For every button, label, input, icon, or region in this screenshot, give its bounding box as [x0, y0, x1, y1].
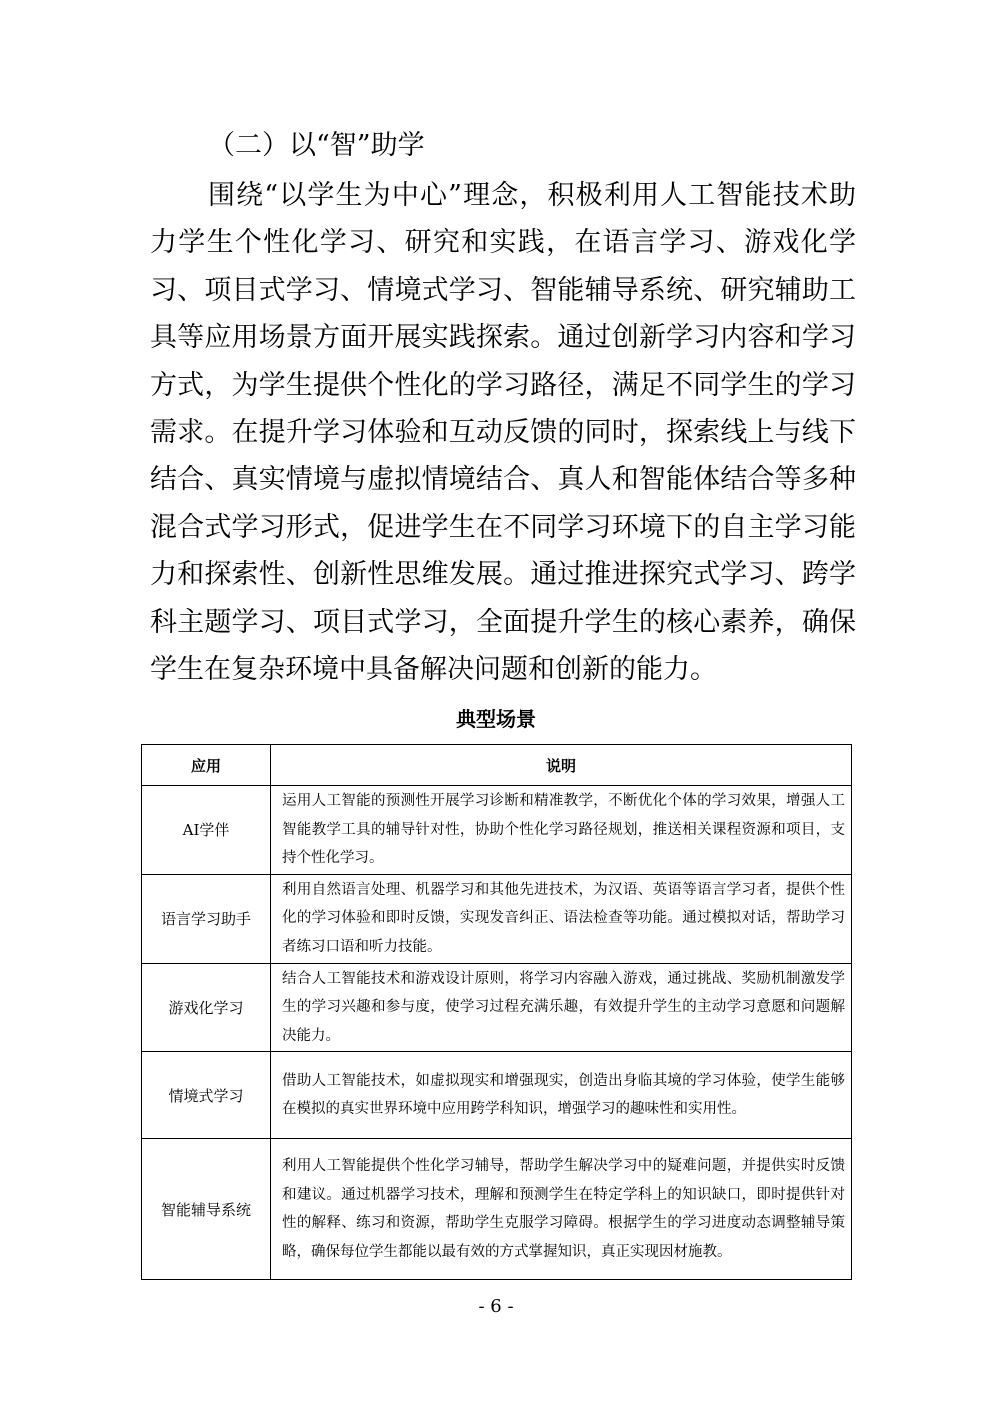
- table-header-row: [142, 745, 852, 786]
- section-heading: （二）以“智”助学: [208, 130, 425, 161]
- header-description: 说明: [271, 745, 852, 786]
- row-application: AI学伴: [142, 786, 271, 875]
- table-row: [142, 874, 852, 963]
- row-application: 智能辅导系统: [142, 1139, 271, 1280]
- header-application: 应用: [142, 745, 271, 786]
- row-description: 利用人工智能提供个性化学习辅导，帮助学生解决学习中的疑难问题，并提供实时反馈和建议。通过机器学习技术，理解和预测学生在特定学科上的知识缺口，即时提供针对性的解释、练习和资源，帮助学生克服学习障碍。根据学生的学习进度动态调整辅导策略，确保每位学生都能以最有效的方式掌握知识，真正实现因材施教。: [271, 1139, 852, 1280]
- row-description: 运用人工智能的预测性开展学习诊断和精准教学，不断优化个体的学习效果，增强人工智能教学工具的辅导针对性，协助个性化学习路径规划，推送相关课程资源和项目，支持个性化学习。: [271, 786, 852, 875]
- page-number: - 6 -: [478, 1296, 514, 1317]
- row-description: 结合人工智能技术和游戏设计原则，将学习内容融入游戏，通过挑战、奖励机制激发学生的学习兴趣和参与度，使学习过程充满乐趣，有效提升学生的主动学习意愿和问题解决能力。: [271, 963, 852, 1052]
- row-description: 借助人工智能技术，如虚拟现实和增强现实，创造出身临其境的学习体验，使学生能够在模拟的真实世界环境中应用跨学科知识，增强学习的趣味性和实用性。: [271, 1052, 852, 1139]
- table-row: [142, 786, 852, 875]
- row-application: 游戏化学习: [142, 963, 271, 1052]
- row-application: 情境式学习: [142, 1052, 271, 1139]
- table-row: [142, 963, 852, 1052]
- row-description: 利用自然语言处理、机器学习和其他先进技术，为汉语、英语等语言学习者，提供个性化的学习体验和即时反馈，实现发音纠正、语法检查等功能。通过模拟对话，帮助学习者练习口语和听力技能。: [271, 874, 852, 963]
- table-row: [142, 1052, 852, 1139]
- table-caption: 典型场景: [456, 707, 536, 731]
- table-row: [142, 1139, 852, 1280]
- row-application: 语言学习助手: [142, 874, 271, 963]
- scenario-table: [141, 744, 852, 1280]
- section-paragraph: 围绕“以学生为中心”理念，积极利用人工智能技术助力学生个性化学习、研究和实践，在语言学习、游戏化学习、项目式学习、情境式学习、智能辅导系统、研究辅助工具等应用场景方面开展实践探索。通过创新学习内容和学习方式，为学生提供个性化的学习路径，满足不同学生的学习需求。在提升学习体验和互动反馈的同时，探索线上与线下结合、真实情境与虚拟情境结合、真人和智能体结合等多种混合式学习形式，促进学生在不同学习环境下的自主学习能力和探索性、创新性思维发展。通过推进探究式学习、跨学科主题学习、项目式学习，全面提升学生的核心素养，确保学生在复杂环境中具备解决问题和创新的能力。: [150, 180, 856, 686]
